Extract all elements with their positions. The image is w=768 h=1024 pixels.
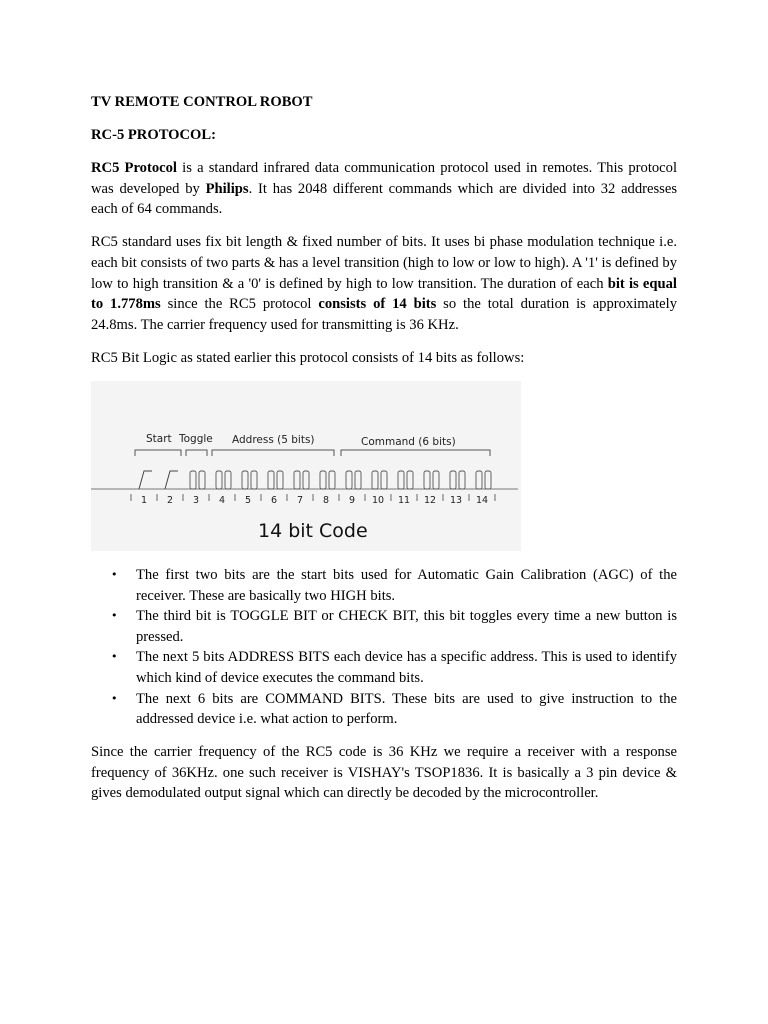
bit-number: 11 [397,495,411,507]
bit-number: 7 [296,495,304,507]
bit-number: 12 [423,495,437,507]
closing-paragraph: Since the carrier frequency of the RC5 code is 36 KHz we require a receiver with a response frequency of 36KHz. one such receiver is VISHAY's TSOP1836. It is basically a 3 pin device & gives demodulated output signal which can directly be decoded by the microcontroller. [91,744,677,802]
bullet-dot-icon: • [111,691,118,705]
bit-pulse [407,471,413,489]
bit-pulse [381,471,387,489]
bit-pulse [268,471,274,489]
intro-company: Philips [205,180,249,197]
bit-pulse [242,471,248,489]
bit-number: 3 [192,495,200,507]
document-body [91,92,677,817]
intro-text-2: . It has 2048 different commands which are divided into 32 addresses each of 64 commands. [91,180,677,218]
bullet-dot-icon: • [111,568,118,582]
bit-pulse [216,471,222,489]
standard-text-3: so the total duration is approximately 24.8ms. The carrier frequency used for transmitting is 36 KHz. [91,296,677,333]
bit-pulse [398,471,404,489]
rc5-waveform-figure [91,381,521,551]
bit-pulse [476,471,482,489]
bit-pulse [346,471,352,489]
bracket-toggle [186,450,207,456]
bit-pulse [303,471,309,489]
standard-bold-1: bit is equal to 1.778ms [91,275,677,313]
bit-pulse [329,471,335,489]
bit-pulse [450,471,456,489]
list-item [91,647,677,688]
bit-pulse [433,471,439,489]
standard-text-2: since the RC5 protocol [160,296,319,313]
standard-text-1: RC5 standard uses fix bit length & fixed number of bits. It uses bi phase modulation technique i.e. each bit consists of two parts & has a level transition (high to low or low to high). A '1' is defined by low to high transition & a '0' is defined by high to low transition. The duration of each [91,234,677,292]
bit-number: 5 [244,495,252,507]
standard-paragraph [91,232,677,335]
bit-pulse [190,471,196,489]
intro-text-1: is a standard infrared data communication protocol used in remotes. This protocol was developed by [91,160,678,197]
bracket-command [341,450,490,456]
bit-number: 4 [218,495,226,507]
intro-term: RC5 Protocol [91,160,177,177]
standard-bold-2: consists of 14 bits [318,296,437,313]
bullet-dot-icon: • [111,609,118,623]
waveform-signal [139,471,491,489]
bit-pulse [294,471,300,489]
figure-caption: 14 bit Code [258,520,368,543]
bit-pulse [199,471,205,489]
bullet-text: The first two bits are the start bits used for Automatic Gain Calibration (AGC) of the receiver. These are basically two HIGH bits. [136,567,677,604]
bit-number: 8 [322,495,330,507]
bullet-text: The third bit is TOGGLE BIT or CHECK BIT, this bit toggles every time a new button is pressed. [136,608,677,645]
label-command: Command (6 bits) [361,436,456,449]
label-toggle: Toggle [179,433,213,446]
bullet-text: The next 6 bits are COMMAND BITS. These bits are used to give instruction to the addressed device i.e. what action to perform. [136,690,677,728]
bit-pulse [372,471,378,489]
bit-logic-intro: RC5 Bit Logic as stated earlier this protocol consists of 14 bits as follows: [91,349,525,366]
intro-paragraph [91,158,677,220]
rc5-bit-diagram [91,381,521,551]
bit-number: 1 [140,495,148,507]
label-address: Address (5 bits) [232,434,315,447]
bit-number: 2 [166,495,174,507]
bit-number: 9 [348,495,356,507]
document-title: TV REMOTE CONTROL ROBOT [91,94,313,110]
list-item [91,606,677,647]
label-start: Start [146,433,172,446]
bit-pulse [485,471,491,489]
bullet-text: The next 5 bits ADDRESS BITS each device has a specific address. This is used to identify which kind of device executes the command bits. [136,649,677,686]
bit-pulse [251,471,257,489]
list-item [91,689,677,730]
bit-pulse [277,471,283,489]
section-heading: RC-5 PROTOCOL: [91,127,216,144]
bit-pulse [225,471,231,489]
bracket-start [135,450,181,456]
bullet-dot-icon: • [111,650,118,664]
bit-pulse [459,471,465,489]
bit-number: 6 [270,495,278,507]
bit-number: 14 [475,495,489,507]
bit-pulse [424,471,430,489]
list-item [91,565,677,606]
bit-ticks [131,494,495,506]
bullet-list [91,565,677,730]
bit-number: 10 [371,495,385,507]
bit-pulse [355,471,361,489]
bit-number: 13 [449,495,463,507]
bit-pulse [320,471,326,489]
start-bit-pulses [139,471,178,489]
bracket-address [212,450,334,456]
